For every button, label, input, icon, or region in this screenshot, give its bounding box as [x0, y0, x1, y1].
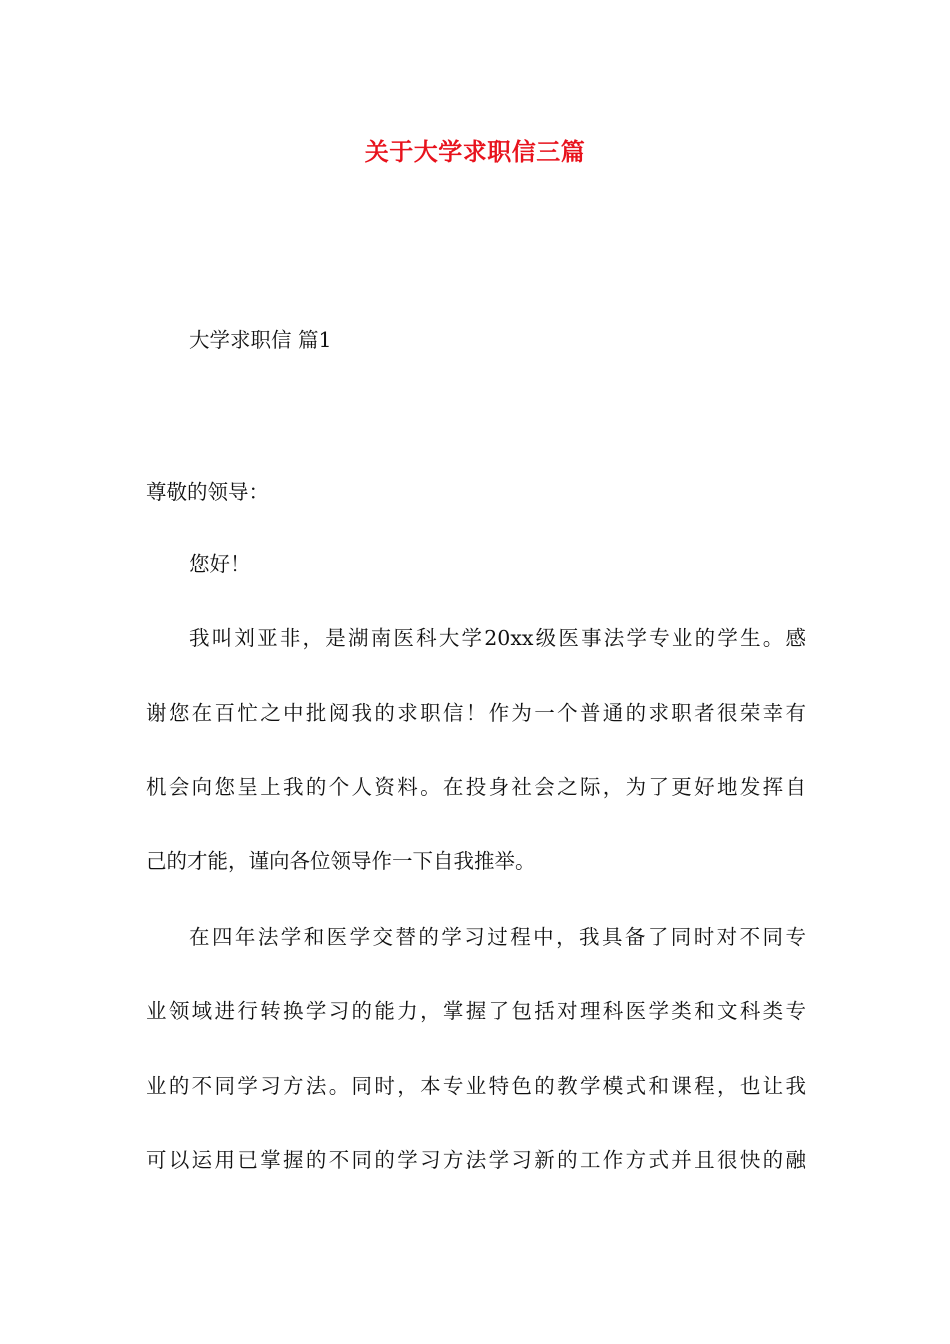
paragraph-line: 业的不同学习方法。同时，本专业特色的教学模式和课程，也让我 [146, 1074, 806, 1098]
section-heading: 大学求职信 篇1 [189, 328, 332, 352]
paragraph-line: 业领域进行转换学习的能力，掌握了包括对理科医学类和文科类专 [146, 999, 806, 1023]
paragraph-line: 可以运用已掌握的不同的学习方法学习新的工作方式并且很快的融 [146, 1148, 806, 1172]
paragraph-line: 在四年法学和医学交替的学习过程中，我具备了同时对不同专 [189, 925, 806, 949]
paragraph-line: 己的才能，谨向各位领导作一下自我推举。 [146, 849, 536, 873]
paragraph-line: 机会向您呈上我的个人资料。在投身社会之际，为了更好地发挥自 [146, 775, 806, 799]
paragraph-line: 谢您在百忙之中批阅我的求职信！作为一个普通的求职者很荣幸有 [146, 701, 806, 725]
document-title: 关于大学求职信三篇 [364, 137, 586, 166]
paragraph-line: 我叫刘亚非，是湖南医科大学20xx级医事法学专业的学生。感 [189, 626, 806, 650]
greeting: 您好！ [189, 552, 251, 576]
salutation: 尊敬的领导： [146, 480, 269, 504]
